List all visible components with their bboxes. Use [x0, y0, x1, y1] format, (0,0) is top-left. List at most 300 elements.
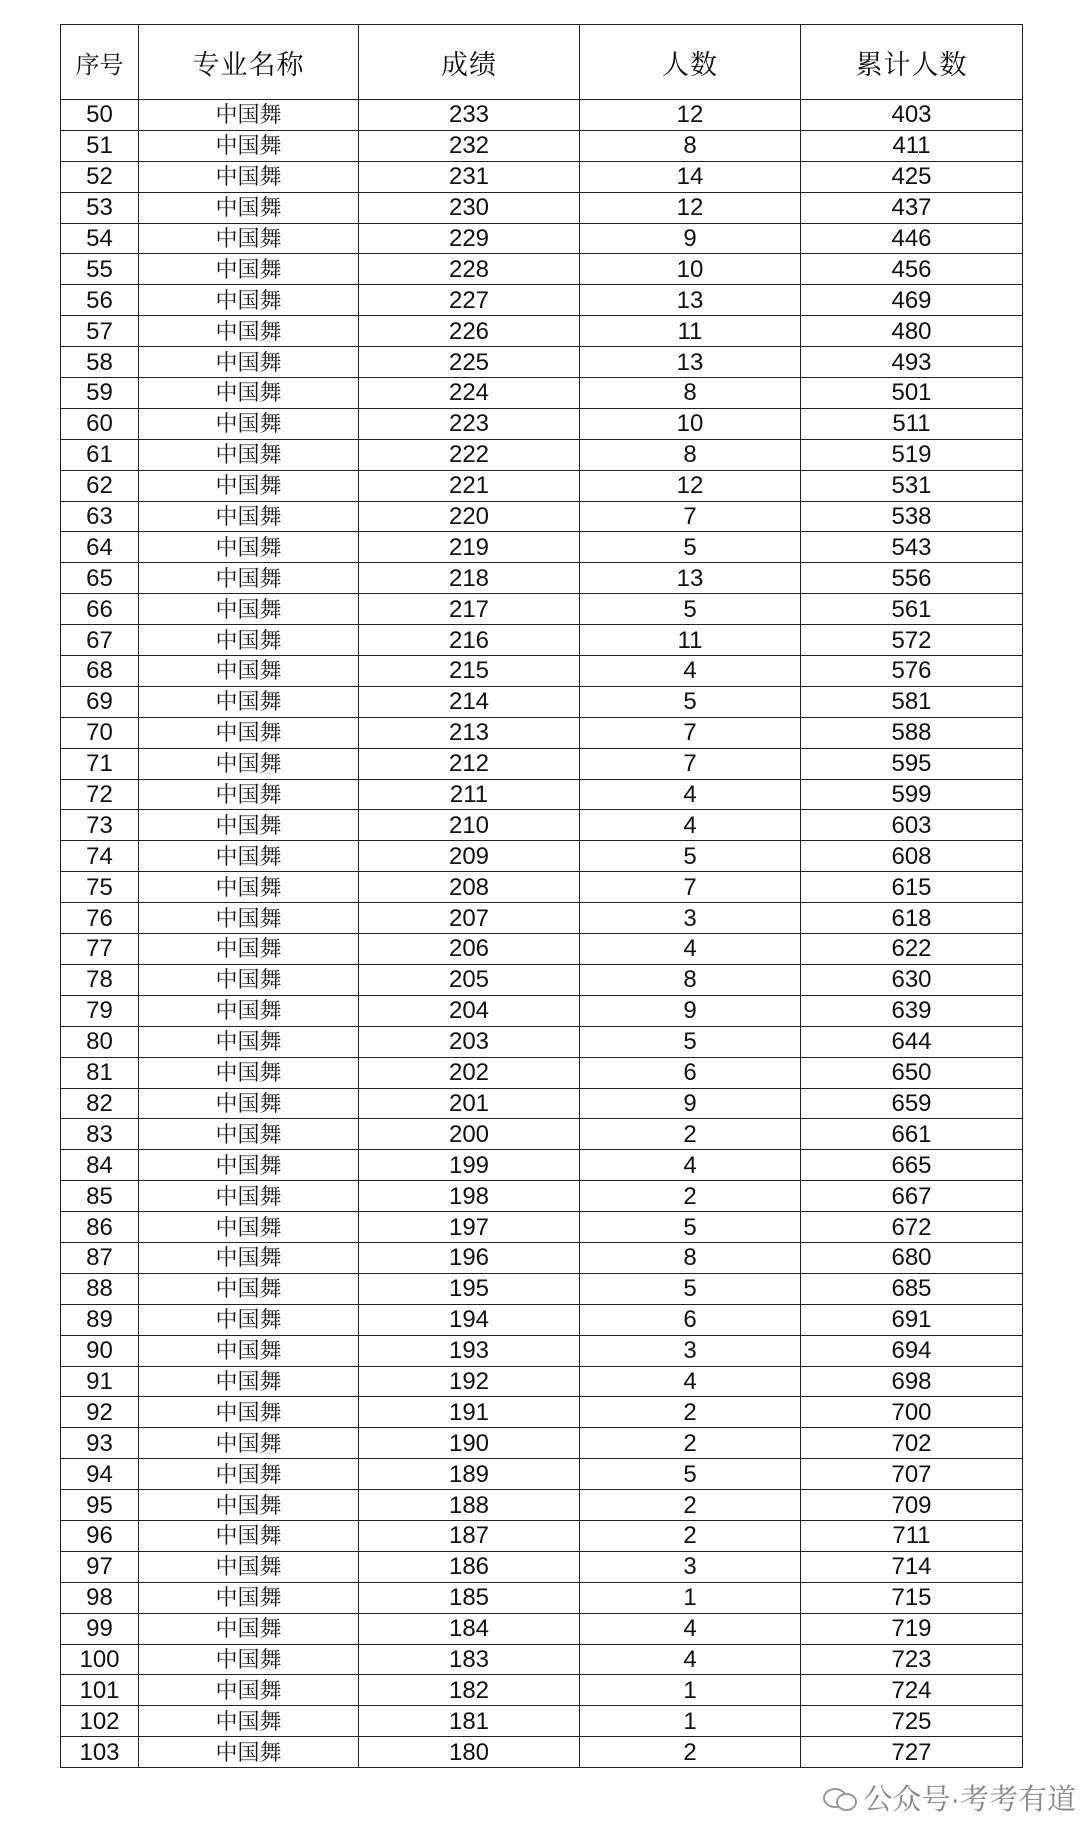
cell-score: 229	[359, 223, 580, 254]
cell-score: 221	[359, 470, 580, 501]
cell-cumulative-count: 469	[801, 285, 1023, 316]
cell-major-name: 中国舞	[139, 408, 359, 439]
cell-cumulative-count: 531	[801, 470, 1023, 501]
cell-cumulative-count: 672	[801, 1212, 1023, 1243]
cell-index: 52	[61, 161, 139, 192]
cell-score: 225	[359, 347, 580, 378]
table-row	[61, 748, 1023, 779]
cell-major-name: 中国舞	[139, 1644, 359, 1675]
cell-score: 182	[359, 1675, 580, 1706]
cell-cumulative-count: 725	[801, 1706, 1023, 1737]
watermark-text: 公众号·考考有道	[863, 1784, 1076, 1816]
cell-score: 211	[359, 779, 580, 810]
cell-cumulative-count: 456	[801, 254, 1023, 285]
cell-major-name: 中国舞	[139, 1273, 359, 1304]
cell-index: 51	[61, 130, 139, 161]
cell-count: 1	[580, 1582, 801, 1613]
table-row	[61, 1026, 1023, 1057]
cell-cumulative-count: 714	[801, 1551, 1023, 1582]
cell-cumulative-count: 576	[801, 656, 1023, 687]
cell-count: 3	[580, 1551, 801, 1582]
cell-major-name: 中国舞	[139, 1088, 359, 1119]
cell-count: 8	[580, 378, 801, 409]
cell-index: 101	[61, 1675, 139, 1706]
cell-score: 226	[359, 316, 580, 347]
cell-score: 190	[359, 1428, 580, 1459]
table-row	[61, 779, 1023, 810]
cell-count: 7	[580, 872, 801, 903]
table-row	[61, 130, 1023, 161]
cell-index: 74	[61, 841, 139, 872]
table-row	[61, 1551, 1023, 1582]
cell-index: 88	[61, 1273, 139, 1304]
cell-score: 214	[359, 686, 580, 717]
cell-index: 77	[61, 934, 139, 965]
cell-index: 89	[61, 1304, 139, 1335]
cell-major-name: 中国舞	[139, 1212, 359, 1243]
cell-major-name: 中国舞	[139, 532, 359, 563]
cell-count: 4	[580, 779, 801, 810]
table-body	[61, 100, 1023, 1768]
table-row	[61, 347, 1023, 378]
cell-count: 14	[580, 161, 801, 192]
cell-index: 66	[61, 594, 139, 625]
cell-count: 7	[580, 501, 801, 532]
table-row	[61, 408, 1023, 439]
cell-score: 192	[359, 1366, 580, 1397]
cell-score: 185	[359, 1582, 580, 1613]
cell-major-name: 中国舞	[139, 686, 359, 717]
cell-index: 67	[61, 625, 139, 656]
cell-count: 1	[580, 1706, 801, 1737]
cell-score: 199	[359, 1150, 580, 1181]
cell-count: 4	[580, 656, 801, 687]
cell-index: 95	[61, 1490, 139, 1521]
cell-count: 5	[580, 1212, 801, 1243]
cell-major-name: 中国舞	[139, 1737, 359, 1768]
cell-major-name: 中国舞	[139, 316, 359, 347]
cell-score: 188	[359, 1490, 580, 1521]
cell-major-name: 中国舞	[139, 1335, 359, 1366]
cell-cumulative-count: 691	[801, 1304, 1023, 1335]
cell-cumulative-count: 437	[801, 192, 1023, 223]
cell-index: 58	[61, 347, 139, 378]
cell-score: 217	[359, 594, 580, 625]
cell-index: 100	[61, 1644, 139, 1675]
cell-count: 8	[580, 439, 801, 470]
cell-major-name: 中国舞	[139, 841, 359, 872]
cell-score: 191	[359, 1397, 580, 1428]
cell-cumulative-count: 680	[801, 1242, 1023, 1273]
cell-score: 189	[359, 1459, 580, 1490]
cell-cumulative-count: 667	[801, 1181, 1023, 1212]
cell-cumulative-count: 719	[801, 1613, 1023, 1644]
cell-index: 84	[61, 1150, 139, 1181]
cell-index: 81	[61, 1057, 139, 1088]
cell-count: 11	[580, 316, 801, 347]
cell-major-name: 中国舞	[139, 470, 359, 501]
table-row	[61, 1675, 1023, 1706]
score-distribution-table	[60, 24, 1023, 1768]
cell-count: 13	[580, 347, 801, 378]
cell-index: 80	[61, 1026, 139, 1057]
cell-count: 2	[580, 1119, 801, 1150]
cell-index: 56	[61, 285, 139, 316]
cell-cumulative-count: 511	[801, 408, 1023, 439]
cell-major-name: 中国舞	[139, 100, 359, 131]
table-row	[61, 439, 1023, 470]
cell-index: 75	[61, 872, 139, 903]
cell-index: 62	[61, 470, 139, 501]
cell-major-name: 中国舞	[139, 1304, 359, 1335]
table-row	[61, 1428, 1023, 1459]
cell-score: 197	[359, 1212, 580, 1243]
cell-cumulative-count: 519	[801, 439, 1023, 470]
cell-index: 63	[61, 501, 139, 532]
cell-index: 68	[61, 656, 139, 687]
cell-score: 222	[359, 439, 580, 470]
cell-score: 187	[359, 1520, 580, 1551]
cell-major-name: 中国舞	[139, 810, 359, 841]
cell-index: 70	[61, 717, 139, 748]
cell-count: 5	[580, 1273, 801, 1304]
cell-major-name: 中国舞	[139, 1242, 359, 1273]
cell-score: 218	[359, 563, 580, 594]
cell-score: 231	[359, 161, 580, 192]
cell-count: 12	[580, 470, 801, 501]
cell-major-name: 中国舞	[139, 1675, 359, 1706]
header-count: 人数	[580, 25, 801, 100]
cell-score: 195	[359, 1273, 580, 1304]
cell-cumulative-count: 630	[801, 964, 1023, 995]
cell-index: 85	[61, 1181, 139, 1212]
cell-major-name: 中国舞	[139, 1582, 359, 1613]
table-row	[61, 1242, 1023, 1273]
cell-major-name: 中国舞	[139, 192, 359, 223]
cell-count: 9	[580, 995, 801, 1026]
cell-score: 223	[359, 408, 580, 439]
cell-count: 5	[580, 841, 801, 872]
cell-count: 7	[580, 748, 801, 779]
table-row	[61, 1520, 1023, 1551]
cell-count: 4	[580, 1644, 801, 1675]
cell-index: 92	[61, 1397, 139, 1428]
cell-index: 83	[61, 1119, 139, 1150]
cell-major-name: 中国舞	[139, 872, 359, 903]
table-row	[61, 223, 1023, 254]
cell-count: 4	[580, 1150, 801, 1181]
cell-count: 2	[580, 1737, 801, 1768]
cell-score: 203	[359, 1026, 580, 1057]
cell-cumulative-count: 615	[801, 872, 1023, 903]
table-row	[61, 378, 1023, 409]
cell-major-name: 中国舞	[139, 625, 359, 656]
cell-cumulative-count: 595	[801, 748, 1023, 779]
cell-major-name: 中国舞	[139, 964, 359, 995]
table-row	[61, 1088, 1023, 1119]
cell-score: 198	[359, 1181, 580, 1212]
table-row	[61, 1706, 1023, 1737]
cell-major-name: 中国舞	[139, 1026, 359, 1057]
cell-cumulative-count: 588	[801, 717, 1023, 748]
cell-index: 64	[61, 532, 139, 563]
table-row	[61, 1737, 1023, 1768]
table-row	[61, 192, 1023, 223]
cell-count: 6	[580, 1057, 801, 1088]
cell-score: 227	[359, 285, 580, 316]
cell-count: 2	[580, 1181, 801, 1212]
cell-major-name: 中国舞	[139, 439, 359, 470]
cell-cumulative-count: 403	[801, 100, 1023, 131]
cell-major-name: 中国舞	[139, 717, 359, 748]
cell-index: 99	[61, 1613, 139, 1644]
table-row	[61, 841, 1023, 872]
table-row	[61, 1150, 1023, 1181]
cell-index: 71	[61, 748, 139, 779]
cell-major-name: 中国舞	[139, 1520, 359, 1551]
cell-count: 1	[580, 1675, 801, 1706]
cell-major-name: 中国舞	[139, 656, 359, 687]
cell-index: 78	[61, 964, 139, 995]
table-row	[61, 1057, 1023, 1088]
cell-count: 2	[580, 1520, 801, 1551]
cell-cumulative-count: 659	[801, 1088, 1023, 1119]
cell-cumulative-count: 707	[801, 1459, 1023, 1490]
header-index: 序号	[61, 25, 139, 100]
cell-count: 12	[580, 100, 801, 131]
table-row	[61, 1119, 1023, 1150]
cell-major-name: 中国舞	[139, 1397, 359, 1428]
cell-count: 13	[580, 563, 801, 594]
cell-index: 79	[61, 995, 139, 1026]
cell-count: 2	[580, 1428, 801, 1459]
cell-score: 224	[359, 378, 580, 409]
table-row	[61, 563, 1023, 594]
cell-major-name: 中国舞	[139, 779, 359, 810]
table-row	[61, 934, 1023, 965]
cell-cumulative-count: 501	[801, 378, 1023, 409]
cell-cumulative-count: 639	[801, 995, 1023, 1026]
table-row	[61, 656, 1023, 687]
cell-index: 97	[61, 1551, 139, 1582]
cell-count: 3	[580, 1335, 801, 1366]
cell-cumulative-count: 715	[801, 1582, 1023, 1613]
cell-major-name: 中国舞	[139, 1057, 359, 1088]
header-major-name: 专业名称	[139, 25, 359, 100]
header-score: 成绩	[359, 25, 580, 100]
cell-major-name: 中国舞	[139, 347, 359, 378]
cell-score: 201	[359, 1088, 580, 1119]
cell-major-name: 中国舞	[139, 1181, 359, 1212]
cell-count: 4	[580, 1613, 801, 1644]
cell-major-name: 中国舞	[139, 378, 359, 409]
cell-index: 76	[61, 903, 139, 934]
cell-count: 8	[580, 964, 801, 995]
cell-count: 10	[580, 408, 801, 439]
cell-count: 5	[580, 1459, 801, 1490]
cell-cumulative-count: 650	[801, 1057, 1023, 1088]
cell-score: 208	[359, 872, 580, 903]
cell-cumulative-count: 556	[801, 563, 1023, 594]
cell-cumulative-count: 411	[801, 130, 1023, 161]
cell-score: 183	[359, 1644, 580, 1675]
cell-major-name: 中国舞	[139, 161, 359, 192]
cell-cumulative-count: 665	[801, 1150, 1023, 1181]
table-row	[61, 100, 1023, 131]
cell-index: 50	[61, 100, 139, 131]
cell-score: 202	[359, 1057, 580, 1088]
cell-cumulative-count: 538	[801, 501, 1023, 532]
cell-count: 5	[580, 594, 801, 625]
table-row	[61, 1644, 1023, 1675]
cell-score: 186	[359, 1551, 580, 1582]
cell-count: 10	[580, 254, 801, 285]
cell-index: 57	[61, 316, 139, 347]
table-row	[61, 161, 1023, 192]
cell-score: 230	[359, 192, 580, 223]
cell-index: 72	[61, 779, 139, 810]
table-row	[61, 1490, 1023, 1521]
table-row	[61, 625, 1023, 656]
cell-major-name: 中国舞	[139, 594, 359, 625]
cell-cumulative-count: 561	[801, 594, 1023, 625]
cell-score: 196	[359, 1242, 580, 1273]
cell-index: 91	[61, 1366, 139, 1397]
table-row	[61, 1304, 1023, 1335]
cell-index: 65	[61, 563, 139, 594]
cell-index: 69	[61, 686, 139, 717]
table-row	[61, 1273, 1023, 1304]
cell-score: 194	[359, 1304, 580, 1335]
cell-cumulative-count: 608	[801, 841, 1023, 872]
cell-major-name: 中国舞	[139, 1490, 359, 1521]
cell-count: 11	[580, 625, 801, 656]
cell-index: 55	[61, 254, 139, 285]
cell-index: 90	[61, 1335, 139, 1366]
cell-count: 4	[580, 810, 801, 841]
cell-major-name: 中国舞	[139, 1119, 359, 1150]
cell-cumulative-count: 644	[801, 1026, 1023, 1057]
cell-cumulative-count: 711	[801, 1520, 1023, 1551]
cell-major-name: 中国舞	[139, 995, 359, 1026]
score-table-sheet	[60, 24, 1022, 1768]
cell-major-name: 中国舞	[139, 934, 359, 965]
cell-cumulative-count: 698	[801, 1366, 1023, 1397]
table-row	[61, 1582, 1023, 1613]
cell-index: 96	[61, 1520, 139, 1551]
cell-cumulative-count: 700	[801, 1397, 1023, 1428]
cell-count: 13	[580, 285, 801, 316]
cell-score: 206	[359, 934, 580, 965]
table-row	[61, 1613, 1023, 1644]
cell-count: 3	[580, 903, 801, 934]
cell-score: 219	[359, 532, 580, 563]
cell-score: 216	[359, 625, 580, 656]
cell-count: 8	[580, 1242, 801, 1273]
cell-cumulative-count: 599	[801, 779, 1023, 810]
cell-index: 103	[61, 1737, 139, 1768]
cell-score: 207	[359, 903, 580, 934]
cell-index: 93	[61, 1428, 139, 1459]
cell-cumulative-count: 543	[801, 532, 1023, 563]
cell-major-name: 中国舞	[139, 130, 359, 161]
cell-score: 181	[359, 1706, 580, 1737]
cell-count: 5	[580, 532, 801, 563]
cell-cumulative-count: 723	[801, 1644, 1023, 1675]
table-row	[61, 254, 1023, 285]
cell-count: 6	[580, 1304, 801, 1335]
cell-major-name: 中国舞	[139, 1459, 359, 1490]
cell-cumulative-count: 622	[801, 934, 1023, 965]
table-row	[61, 903, 1023, 934]
cell-count: 5	[580, 1026, 801, 1057]
cell-score: 215	[359, 656, 580, 687]
cell-index: 87	[61, 1242, 139, 1273]
cell-major-name: 中国舞	[139, 501, 359, 532]
table-row	[61, 1397, 1023, 1428]
cell-count: 8	[580, 130, 801, 161]
cell-count: 7	[580, 717, 801, 748]
cell-index: 82	[61, 1088, 139, 1119]
cell-major-name: 中国舞	[139, 903, 359, 934]
cell-cumulative-count: 446	[801, 223, 1023, 254]
cell-index: 102	[61, 1706, 139, 1737]
cell-major-name: 中国舞	[139, 254, 359, 285]
cell-score: 210	[359, 810, 580, 841]
cell-cumulative-count: 709	[801, 1490, 1023, 1521]
table-row	[61, 964, 1023, 995]
cell-index: 98	[61, 1582, 139, 1613]
cell-cumulative-count: 581	[801, 686, 1023, 717]
cell-major-name: 中国舞	[139, 1150, 359, 1181]
cell-index: 94	[61, 1459, 139, 1490]
table-row	[61, 717, 1023, 748]
cell-index: 54	[61, 223, 139, 254]
cell-major-name: 中国舞	[139, 1551, 359, 1582]
table-row	[61, 1335, 1023, 1366]
cell-index: 73	[61, 810, 139, 841]
table-row	[61, 995, 1023, 1026]
cell-major-name: 中国舞	[139, 748, 359, 779]
cell-score: 200	[359, 1119, 580, 1150]
cell-count: 12	[580, 192, 801, 223]
cell-cumulative-count: 727	[801, 1737, 1023, 1768]
cell-score: 212	[359, 748, 580, 779]
table-row	[61, 594, 1023, 625]
cell-index: 59	[61, 378, 139, 409]
table-row	[61, 1366, 1023, 1397]
cell-index: 60	[61, 408, 139, 439]
cell-major-name: 中国舞	[139, 1428, 359, 1459]
cell-index: 53	[61, 192, 139, 223]
cell-score: 204	[359, 995, 580, 1026]
cell-count: 4	[580, 1366, 801, 1397]
cell-cumulative-count: 618	[801, 903, 1023, 934]
cell-score: 232	[359, 130, 580, 161]
cell-major-name: 中国舞	[139, 285, 359, 316]
table-row	[61, 316, 1023, 347]
cell-cumulative-count: 603	[801, 810, 1023, 841]
cell-score: 193	[359, 1335, 580, 1366]
table-row	[61, 501, 1023, 532]
cell-score: 209	[359, 841, 580, 872]
table-row	[61, 532, 1023, 563]
table-row	[61, 1459, 1023, 1490]
cell-count: 9	[580, 223, 801, 254]
cell-major-name: 中国舞	[139, 1366, 359, 1397]
cell-major-name: 中国舞	[139, 223, 359, 254]
cell-score: 220	[359, 501, 580, 532]
